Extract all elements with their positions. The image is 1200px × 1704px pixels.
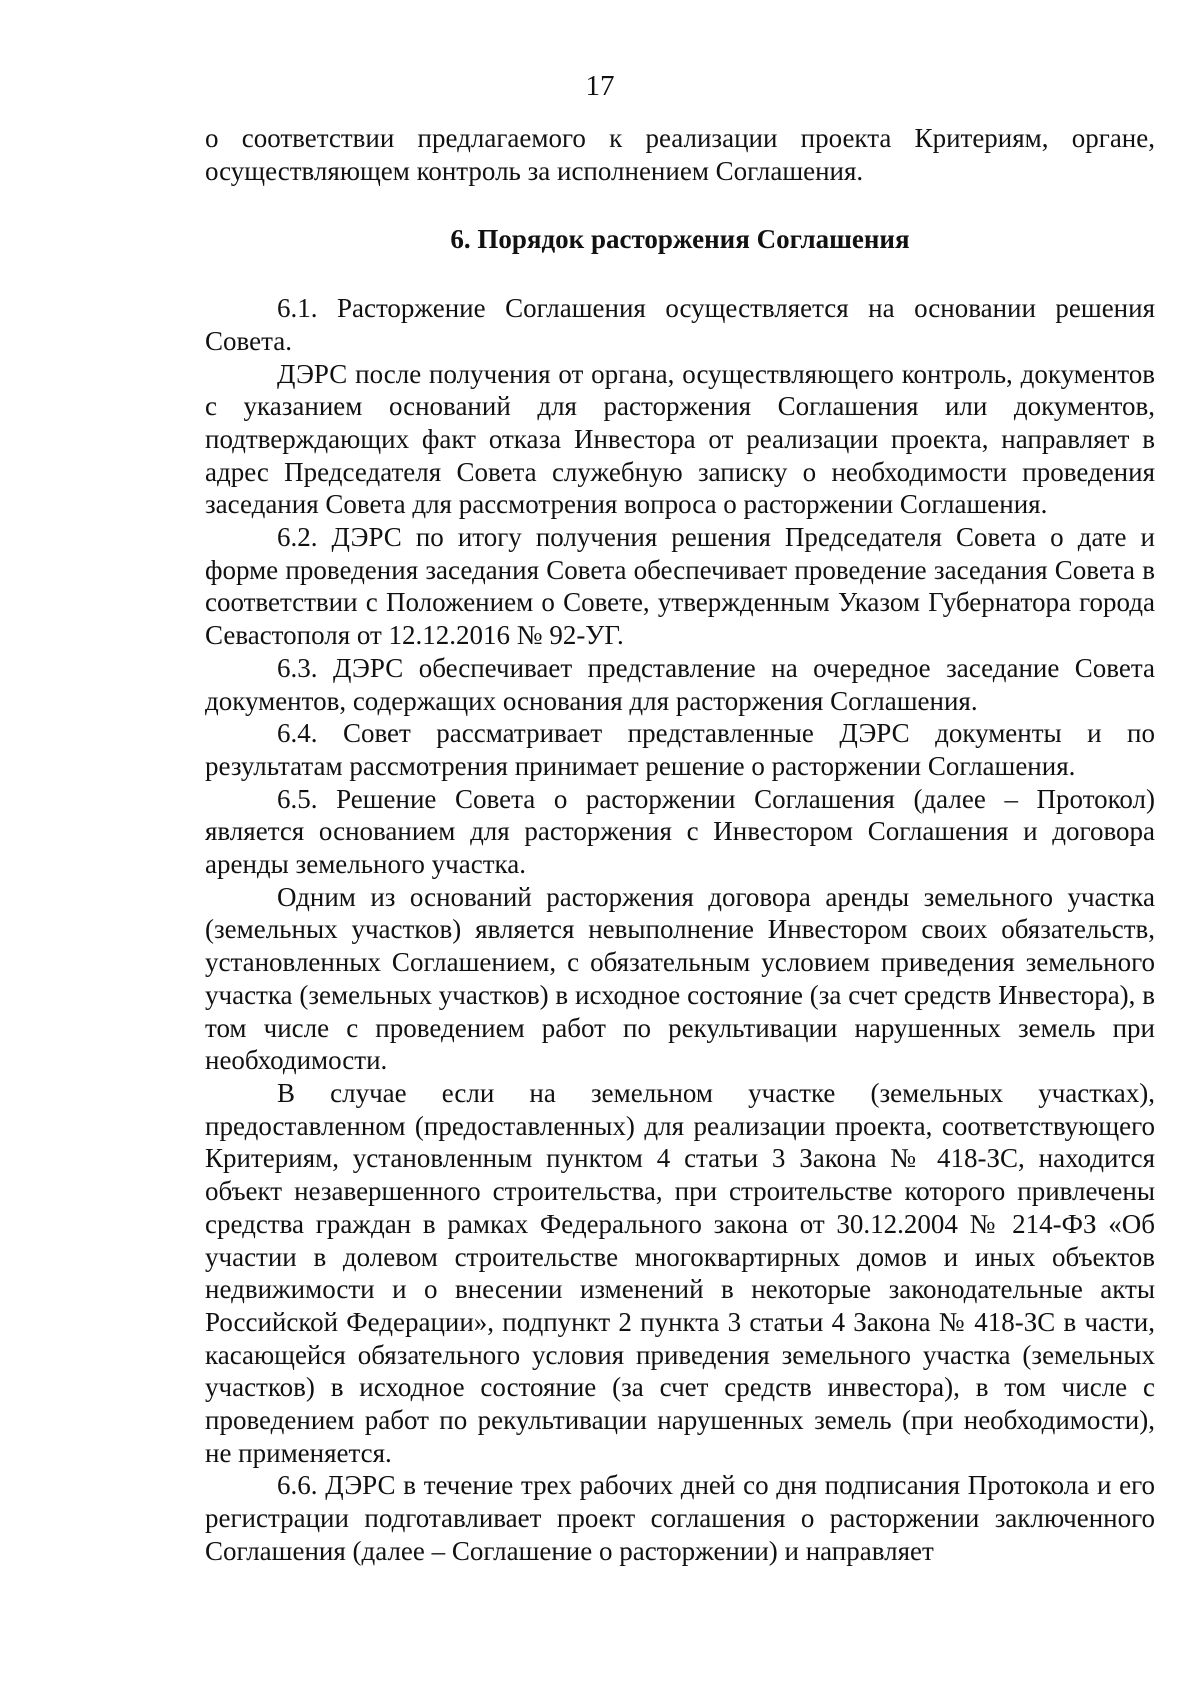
paragraph-ders-memo: ДЭРС после получения от органа, осуществляющего контроль, документов с указанием оснований для расторжения Соглашения или документов, подтверждающих факт отказа Инвестора от реализации проекта, направляет в адрес Председателя Совета служебную записку о необходимости проведения заседания Совета для рассмотрения вопроса о расторжении Соглашения. (205, 358, 1155, 520)
paragraph-6-6: 6.6. ДЭРС в течение трех рабочих дней со дня подписания Протокола и его регистрации подготавливает проект соглашения о расторжении заключенного Соглашения (далее – Соглашение о расторжении) и направляет (205, 1470, 1155, 1566)
paragraph-6-1: 6.1. Расторжение Соглашения осуществляется на основании решения Совета. (205, 293, 1155, 356)
paragraph-6-3: 6.3. ДЭРС обеспечивает представление на очередное заседание Совета документов, содержащих основания для расторжения Соглашения. (205, 652, 1155, 716)
paragraph-6-5: 6.5. Решение Совета о расторжении Соглашения (далее – Протокол) является основанием для расторжения с Инвестором Соглашения и договора аренды земельного участка. (205, 783, 1155, 880)
paragraph-6-2: 6.2. ДЭРС по итогу получения решения Председателя Совета о дате и форме проведения заседания Совета обеспечивает проведение заседания Совета в соответствии с Положением о Совете, утвержденным Указом Губернатора города Севастополя от 12.12.2016 № 92-УГ. (205, 522, 1155, 651)
paragraph-6-4: 6.4. Совет рассматривает представленные ДЭРС документы и по результатам рассмотрения принимает решение о расторжении Соглашения. (205, 718, 1155, 781)
document-body (205, 122, 1155, 1568)
paragraph-continuation: о соответствии предлагаемого к реализации проекта Критериям, органе, осуществляющем контроль за исполнением Соглашения. (205, 123, 1155, 186)
paragraph-unfinished-construction: В случае если на земельном участке (земельных участках), предоставленном (предоставленных) для реализации проекта, соответствующего Критериям, установленным пунктом 4 статьи 3 Закона № 418-ЗС, находится объект незавершенного строительства, при строительстве которого привлечены средства граждан в рамках Федерального закона от 30.12.2004 № 214-ФЗ «Об участии в долевом строительстве многоквартирных домов и иных объектов недвижимости и о внесении изменений в некоторые законодательные акты Российской Федерации», подпункт 2 пункта 3 статьи 4 Закона № 418-ЗС в части, касающейся обязательного условия приведения земельного участка (земельных участков) в исходное состояние (за счет средств инвестора), в том числе с проведением работ по рекультивации нарушенных земель (при необходимости), не применяется. (205, 1077, 1155, 1468)
section-heading: 6. Порядок расторжения Соглашения (450, 224, 910, 255)
page-number: 17 (585, 70, 615, 102)
paragraph-lease-termination: Одним из оснований расторжения договора аренды земельного участка (земельных участков) является невыполнение Инвестором своих обязательств, установленных Соглашением, с обязательным условием приведения земельного участка (земельных участков) в исходное состояние (за счет средств Инвестора), в том числе с проведением работ по рекультивации нарушенных земель при необходимости. (205, 881, 1155, 1076)
